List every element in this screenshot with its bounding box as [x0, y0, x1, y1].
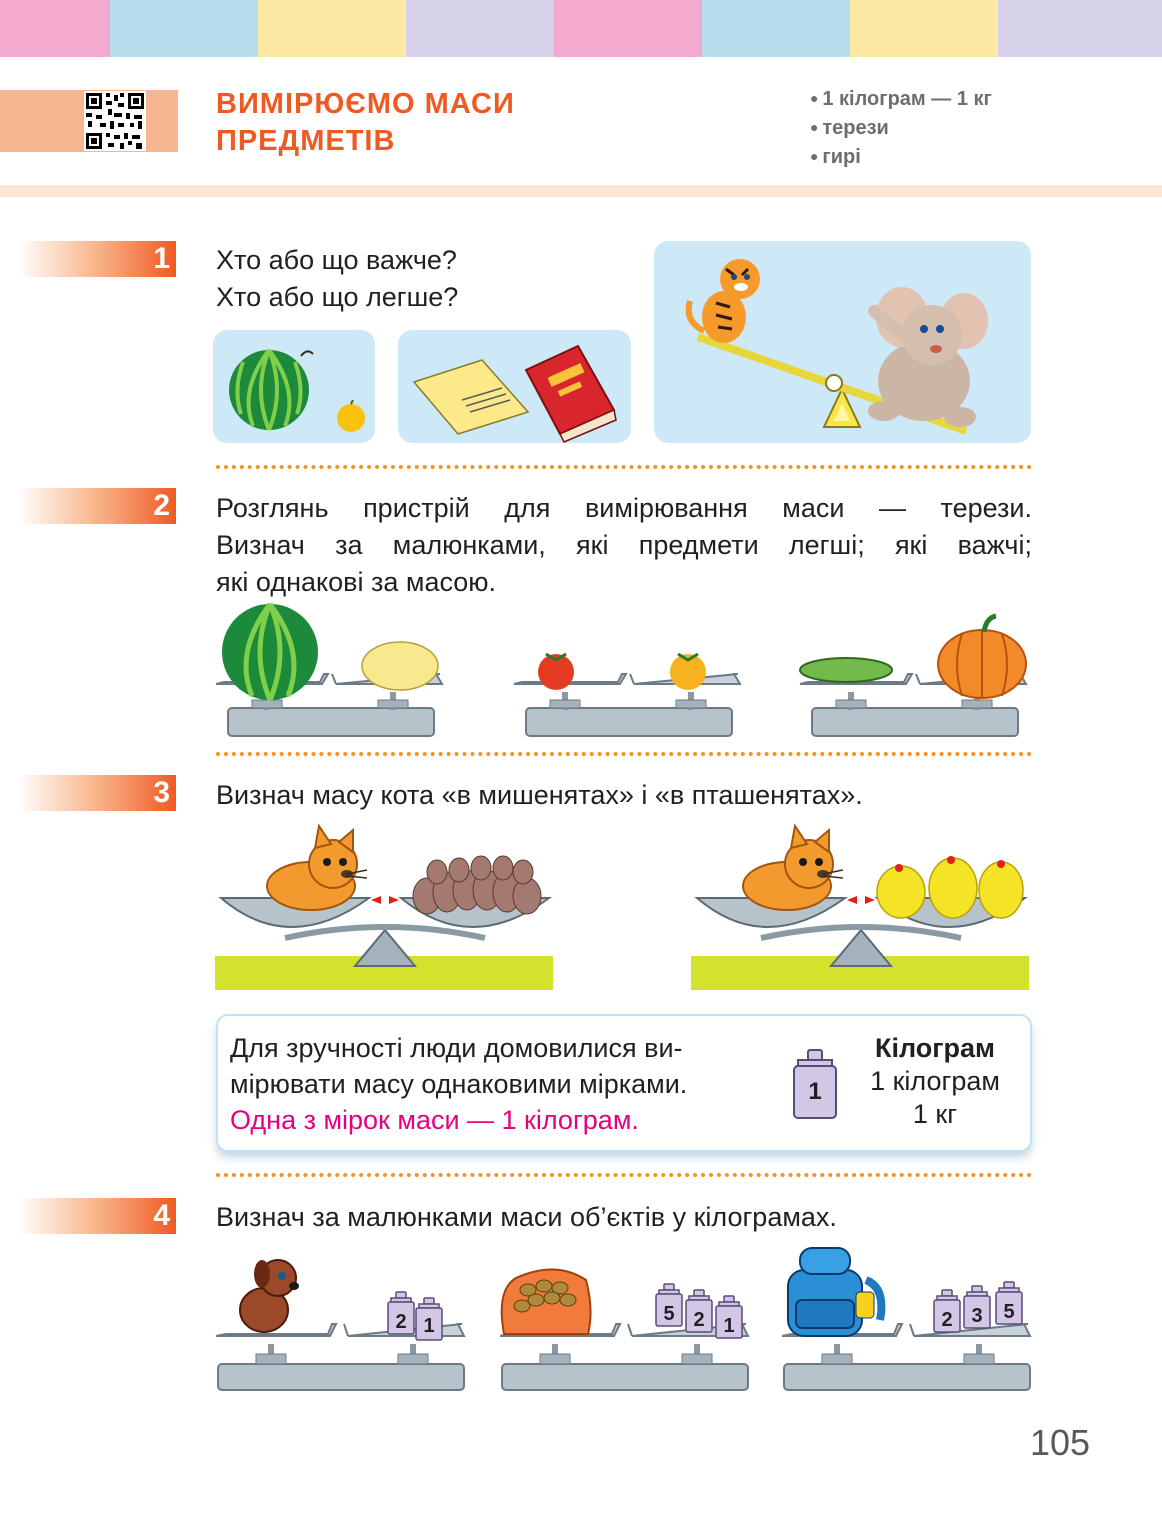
task-number-badge — [0, 241, 176, 277]
weight-label-backpack: 5 — [1003, 1301, 1015, 1323]
keyword-item: ● терези — [810, 113, 992, 142]
task-text — [216, 490, 1032, 601]
cat-balance-illustration — [215, 826, 1031, 992]
weight-label-bag: 2 — [693, 1309, 705, 1331]
seesaw-panel — [654, 241, 1031, 443]
weight-label-dog: 1 — [423, 1315, 435, 1337]
keywords-list — [810, 84, 992, 171]
task-line: Визнач масу кота «в мишенятах» і «в пташенятах». — [216, 780, 863, 810]
notebook-book-illustration — [398, 330, 631, 443]
title-line: ПРЕДМЕТІВ — [216, 125, 396, 157]
unit-title: Кілограм — [875, 1033, 995, 1063]
info-line: Для зручності люди домовилися ви- — [230, 1033, 683, 1063]
weight-label: 1 — [808, 1078, 822, 1105]
task-line: Визнач за малюнками, які предмети легші; які важчі; — [216, 530, 1032, 560]
task-text — [216, 1199, 837, 1236]
color-stripe — [702, 0, 850, 57]
task-text — [216, 777, 863, 814]
color-stripe — [0, 0, 110, 57]
task-text — [216, 242, 458, 316]
task-number: 4 — [153, 1199, 170, 1232]
task-line: Розглянь пристрій для вимірювання маси — терези. — [216, 493, 1032, 523]
color-stripe — [998, 0, 1162, 57]
unit-full: 1 кілограм — [870, 1066, 1000, 1096]
info-text — [230, 1030, 687, 1138]
weight-label-bag: 5 — [663, 1303, 675, 1325]
unit-definition — [860, 1032, 1010, 1131]
page-number: 105 — [1030, 1422, 1091, 1463]
tiger-elephant-seesaw-illustration — [654, 241, 1031, 443]
header-divider — [0, 185, 1162, 197]
task-line: Хто або що легше? — [216, 282, 459, 312]
task-number: 3 — [153, 776, 170, 809]
watermelon-orange-illustration — [213, 330, 375, 443]
task-line: Хто або що важче? — [216, 245, 457, 275]
section-divider — [216, 465, 1032, 469]
keyword-item: ● гирі — [810, 142, 992, 171]
task-number-badge — [0, 1198, 176, 1234]
notebook-book-panel — [398, 330, 631, 443]
color-stripe — [110, 0, 258, 57]
weight-label-bag: 1 — [723, 1315, 735, 1337]
task-number-badge — [0, 488, 176, 524]
info-line: мірювати масу однаковими мірками. — [230, 1069, 688, 1099]
weight-label-dog: 2 — [395, 1311, 407, 1333]
unit-short: 1 кг — [912, 1099, 958, 1129]
color-stripe — [406, 0, 554, 57]
section-divider — [216, 1173, 1032, 1177]
kilogram-info-box — [216, 1014, 1032, 1152]
info-highlight: Одна з мірок маси — 1 кілограм. — [230, 1105, 639, 1135]
pan-scales-illustration — [216, 608, 1032, 748]
page-title — [216, 86, 515, 160]
color-stripe — [850, 0, 998, 57]
task-line: Визнач за малюнками маси об’єктів у кілограмах. — [216, 1202, 837, 1232]
weight-label-backpack: 3 — [971, 1305, 983, 1327]
weighing-objects-illustration — [216, 1250, 1032, 1394]
color-stripe — [554, 0, 702, 57]
watermelon-orange-panel — [213, 330, 375, 443]
task-number: 2 — [153, 489, 170, 522]
qr-code-icon[interactable] — [84, 91, 146, 151]
keyword-item: ● 1 кілограм — 1 кг — [810, 84, 992, 113]
weight-label-backpack: 2 — [941, 1309, 953, 1331]
task-line: які однакові за масою. — [216, 567, 497, 597]
color-stripe — [258, 0, 406, 57]
task-number-badge — [0, 775, 176, 811]
section-divider — [216, 752, 1032, 756]
title-line: ВИМІРЮЄМО МАСИ — [216, 88, 515, 120]
task-number: 1 — [153, 242, 170, 275]
